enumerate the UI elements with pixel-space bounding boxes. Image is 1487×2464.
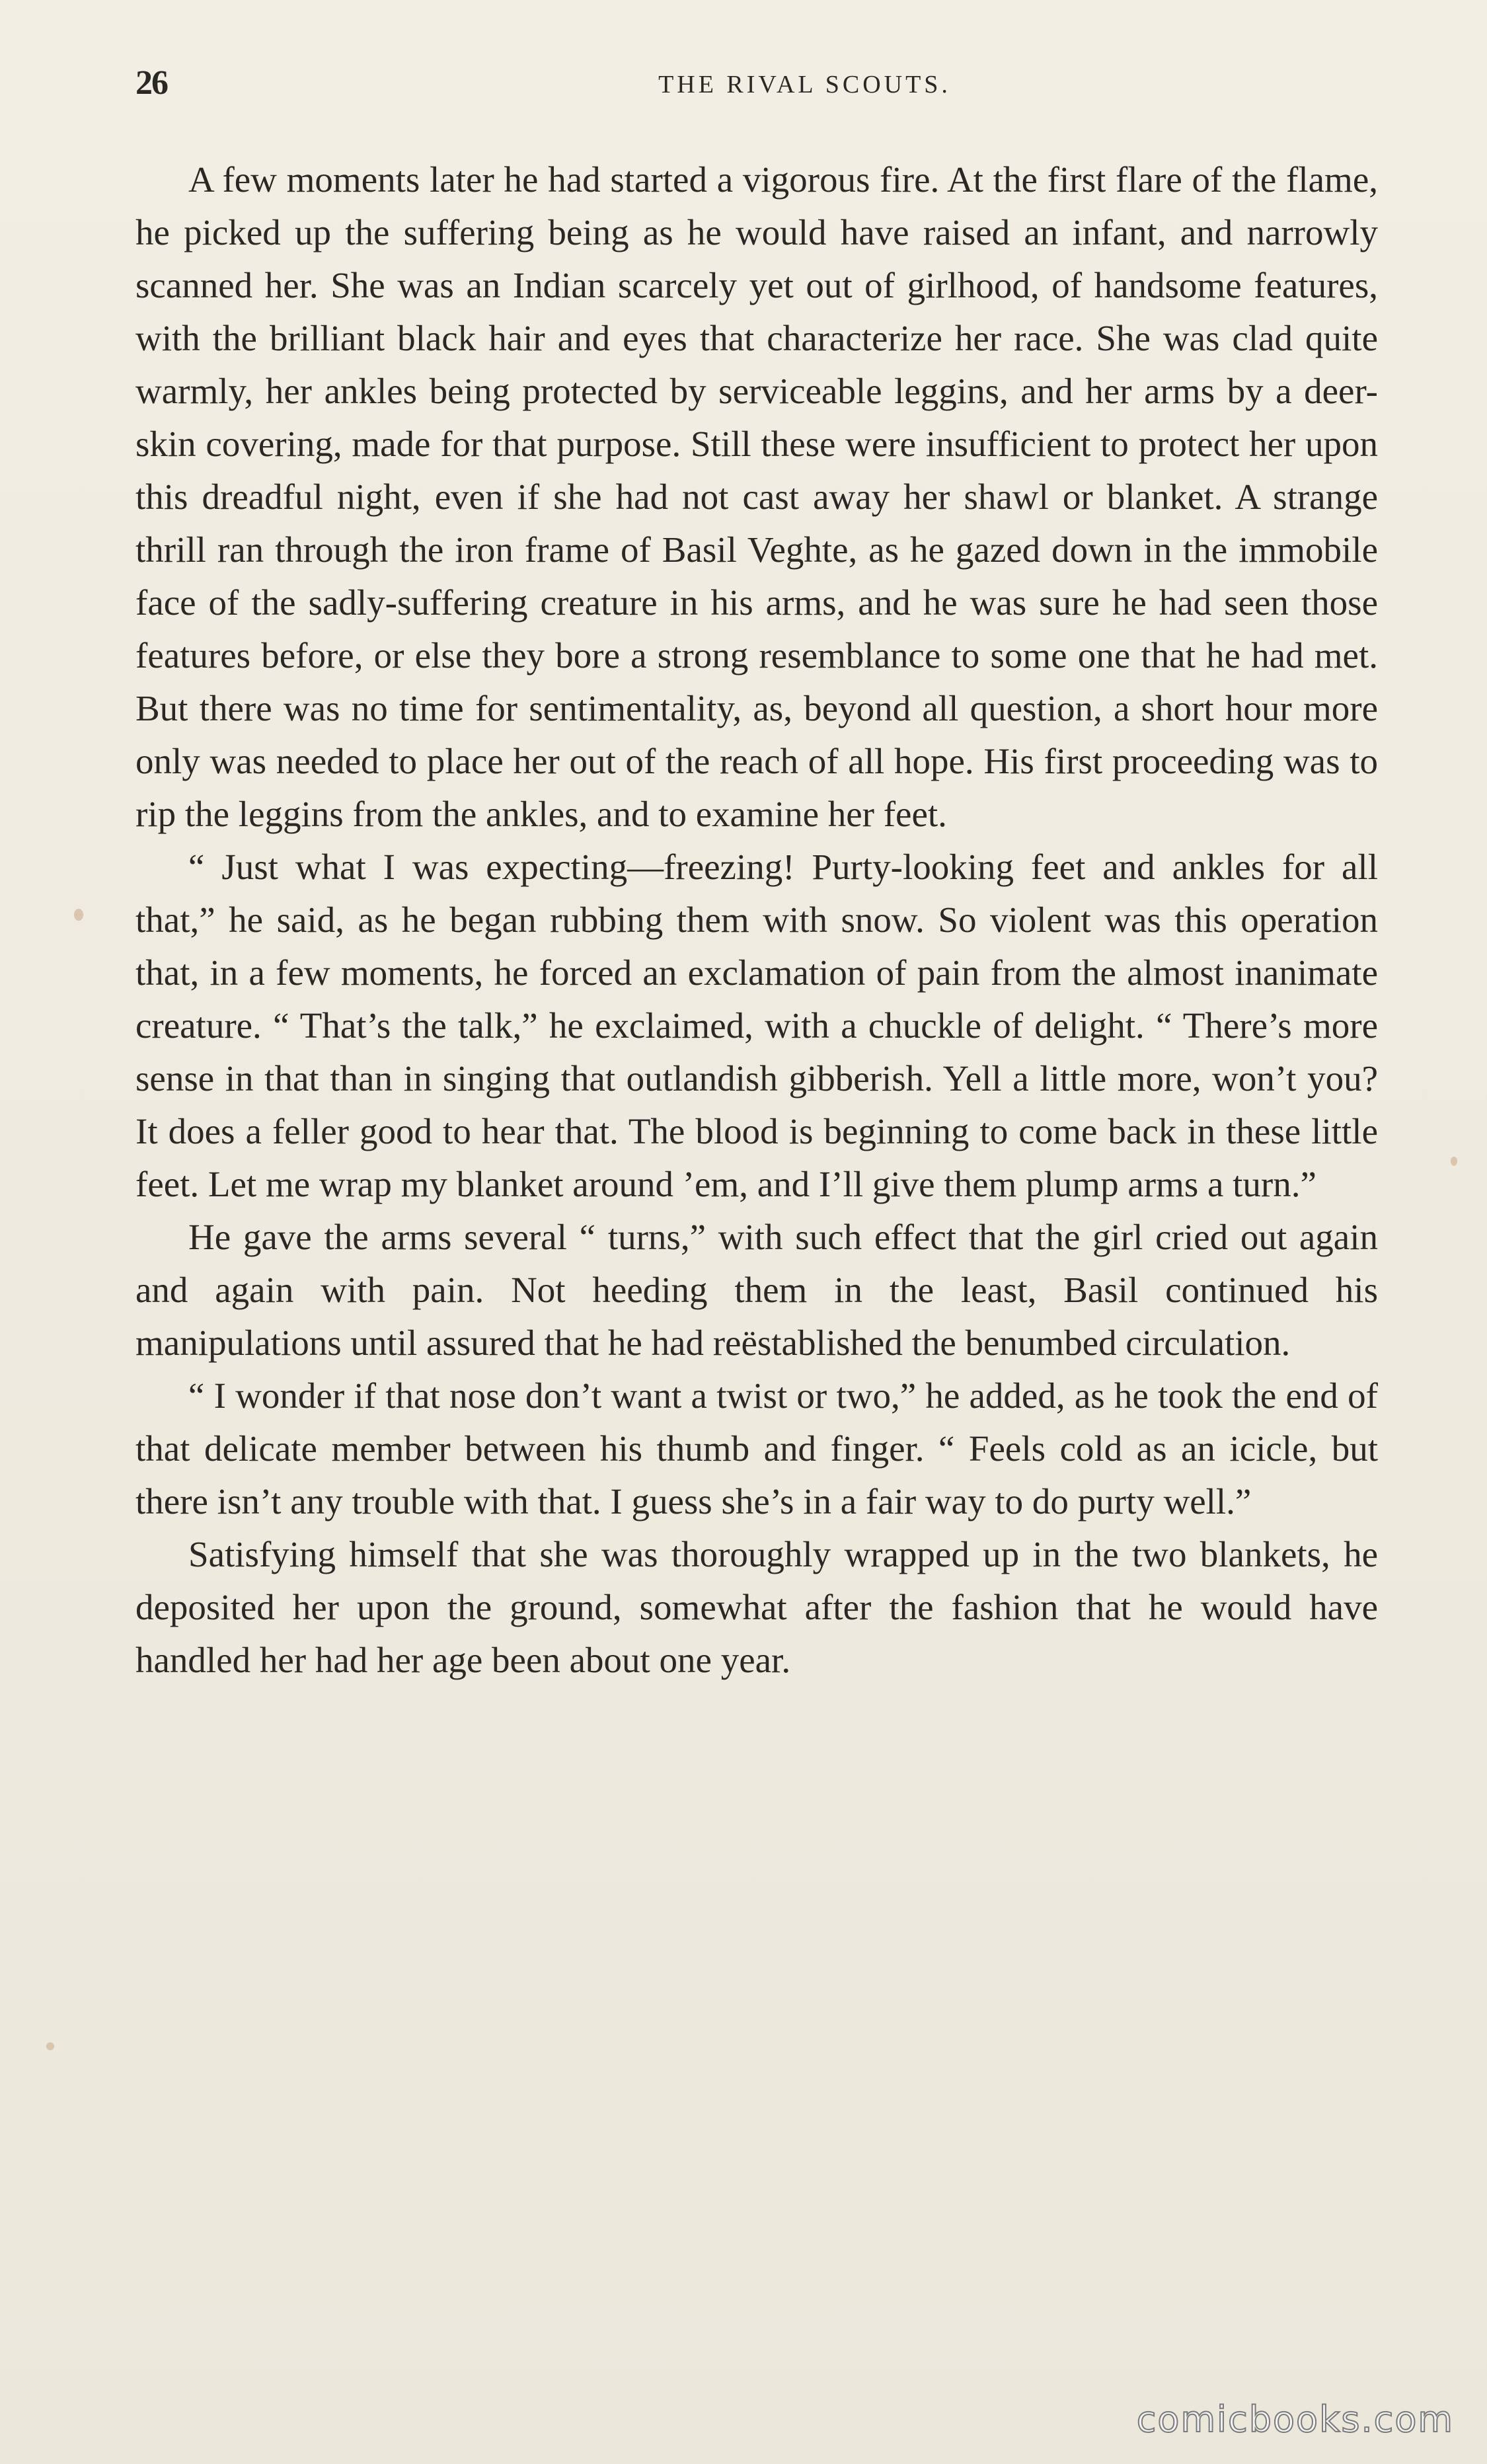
watermark: comicbooks.com (1136, 2399, 1454, 2440)
paper-speck (46, 2042, 54, 2050)
running-head: THE RIVAL SCOUTS. (658, 71, 951, 98)
body-text (135, 153, 1378, 1687)
paragraph-1: A few moments later he had started a vigorous fire. At the first flare of the flame, he picked up the suffering being as he would have raised an infant, and narrowly scanned her. She was an Indian scarcely yet out of girlhood, of handsome features, with the brilliant black hair and eyes that characterize her race. She was clad quite warmly, her ankles being protected by serviceable leggins, and her arms by a deer-skin covering, made for that purpose. Still these were insufficient to protect her upon this dreadful night, even if she had not cast away her shawl or blanket. A strange thrill ran through the iron frame of Basil Veghte, as he gazed down in the immobile face of the sadly-suffering creature in his arms, and he was sure he had seen those features before, or else they bore a strong resemblance to some one that he had met. But there was no time for sentimentality, as, beyond all question, a short hour more only was needed to place her out of the reach of all hope. His first proceeding was to rip the leggins from the ankles, and to examine her feet. (135, 159, 1378, 834)
paragraph-5: Satisfying himself that she was thoroughly wrapped up in the two blankets, he deposited her upon the ground, somewhat after the fashion that he would have handled her had her age been about one year. (135, 1534, 1378, 1680)
page-number: 26 (135, 64, 167, 102)
paper-speck (1451, 1157, 1457, 1166)
paragraph-2: “ Just what I was expecting—freezing! Purty-looking feet and ankles for all that,” he said, as he began rubbing them with snow. So violent was this operation that, in a few moments, he forced an exclamation of pain from the almost inanimate creature. “ That’s the talk,” he exclaimed, with a chuckle of delight. “ There’s more sense in that than in singing that outlandish gibberish. Yell a little more, won’t you? It does a feller good to hear that. The blood is beginning to come back in these little feet. Let me wrap my blanket around ’em, and I’ll give them plump arms a turn.” (135, 847, 1378, 1204)
paper-speck (74, 909, 83, 921)
paragraph-4: “ I wonder if that nose don’t want a twist or two,” he added, as he took the end of that delicate member between his thumb and finger. “ Feels cold as an icicle, but there isn’t any trouble with that. I guess she’s in a fair way to do purty well.” (135, 1375, 1378, 1521)
page-header (135, 63, 1381, 110)
paragraph-3: He gave the arms several “ turns,” with such effect that the girl cried out again and again with pain. Not heeding them in the least, Basil continued his manipulations until assured that he had reëstablished the benumbed circulation. (135, 1217, 1378, 1363)
